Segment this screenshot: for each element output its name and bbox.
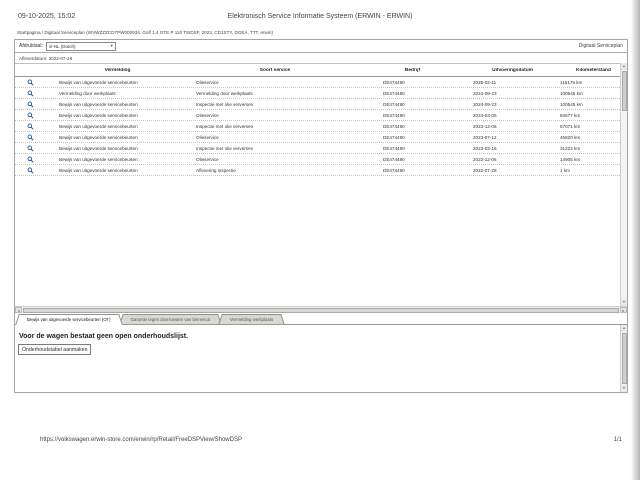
maintenance-panel — [15, 324, 627, 392]
row-soort-service: Aflevering inspectie — [196, 167, 236, 173]
row-uitvoeringsdatum: 2025-02-11 — [473, 79, 497, 85]
magnifier-icon[interactable] — [27, 156, 34, 163]
magnifier-icon[interactable] — [27, 112, 34, 119]
table-row[interactable] — [15, 88, 620, 99]
table-row[interactable] — [15, 121, 620, 132]
column-soort-service: Soort service — [259, 67, 291, 73]
row-uitvoeringsdatum: 2023-12-06 — [473, 123, 497, 129]
row-bedrijf: DE474490 — [383, 101, 405, 107]
breadcrumb: Startpagina / Digitaal Serviceplan (WVWZZZCD7PW000934, Golf 1.4 GTE P 110 TSIDSF, 2023, CD1STY, DGEA, TTT, erwin) — [17, 30, 273, 35]
row-vermelding: Vermelding door werkplaats — [59, 90, 116, 96]
row-uitvoeringsdatum: 2022-07-28 — [473, 167, 497, 173]
delivery-date-label: Afleverdatum: — [19, 56, 48, 61]
service-history-table — [15, 63, 627, 306]
table-vertical-scrollbar[interactable] — [620, 63, 627, 306]
chevron-down-icon: ▾ — [110, 42, 113, 48]
magnifier-icon[interactable] — [27, 167, 34, 174]
row-uitvoeringsdatum: 2024-03-05 — [473, 112, 497, 118]
row-uitvoeringsdatum: 2024-09-23 — [473, 90, 497, 96]
magnifier-icon[interactable] — [27, 123, 34, 130]
row-kilometerstand: 84577 km — [560, 112, 581, 118]
table-row[interactable] — [15, 165, 620, 176]
row-bedrijf: DE474490 — [383, 145, 405, 151]
table-row[interactable] — [15, 110, 620, 121]
row-soort-service: Vermelding door werkplaats — [196, 90, 253, 96]
scroll-down-icon[interactable]: ▼ — [622, 386, 626, 390]
row-vermelding: Bewijs van uitgevoerde servicebeurten — [59, 156, 138, 162]
row-soort-service: Inspectie met olie verversen — [196, 101, 254, 107]
row-vermelding: Bewijs van uitgevoerde servicebeurten — [59, 79, 138, 85]
row-vermelding: Bewijs van uitgevoerde servicebeurten — [59, 123, 138, 129]
scroll-up-icon[interactable]: ▲ — [622, 64, 626, 68]
row-kilometerstand: 31222 km — [560, 145, 581, 151]
row-uitvoeringsdatum: 2023-07-12 — [473, 134, 497, 140]
table-scrollbar-thumb[interactable] — [622, 71, 627, 111]
print-footer-url: https://volkswagen.erwin-store.com/erwin/rp/Retail/FreeDSPView/ShowDSP — [40, 437, 242, 443]
row-bedrijf: DE474490 — [383, 112, 405, 118]
magnifier-icon[interactable] — [27, 145, 34, 152]
panel-title: Digitaal Serviceplan — [578, 43, 623, 49]
row-kilometerstand: 67071 km — [560, 123, 581, 129]
table-row[interactable] — [15, 143, 620, 154]
row-bedrijf: DE474490 — [383, 167, 405, 173]
row-kilometerstand: 115175 km — [560, 79, 583, 85]
row-vermelding: Bewijs van uitgevoerde servicebeurten — [59, 145, 138, 151]
horizontal-scrollbar-thumb[interactable] — [23, 308, 619, 313]
row-kilometerstand: 100545 km — [560, 90, 583, 96]
row-uitvoeringsdatum: 2022-12-06 — [473, 156, 497, 162]
delivery-date-value: 2022-07-28 — [48, 56, 73, 61]
row-soort-service: Inspectie met olie verversen — [196, 145, 254, 151]
table-row[interactable] — [15, 77, 620, 88]
row-kilometerstand: 1 km — [560, 167, 570, 173]
row-uitvoeringsdatum: 2024-09-23 — [473, 101, 497, 107]
magnifier-icon[interactable] — [27, 101, 34, 108]
row-bedrijf: DE474490 — [383, 156, 405, 162]
tab[interactable] — [19, 314, 119, 325]
scan-edge-shadow — [631, 0, 640, 480]
row-soort-service: Inspectie met olie verversen — [196, 123, 254, 129]
magnifier-icon[interactable] — [27, 79, 34, 86]
magnifier-icon[interactable] — [27, 134, 34, 141]
table-rows — [15, 77, 620, 176]
row-kilometerstand: 100545 km — [560, 101, 583, 107]
print-language-label: Afdruktaal: — [19, 43, 43, 49]
panel-vertical-scrollbar[interactable] — [620, 325, 627, 392]
bottom-tabs — [19, 314, 619, 324]
table-horizontal-scrollbar[interactable] — [15, 306, 627, 313]
row-soort-service: Olieservice — [196, 134, 219, 140]
tab-label: Bewijs van uitgevoerde servicebeurten (OT) — [27, 317, 111, 322]
column-bedrijf: Bedrijf — [404, 67, 421, 73]
column-vermelding: Vermelding — [104, 67, 131, 73]
row-soort-service: Olieservice — [196, 79, 219, 85]
print-datetime: 09-10-2025, 15:02 — [18, 13, 76, 20]
row-vermelding: Bewijs van uitgevoerde servicebeurten — [59, 112, 138, 118]
row-kilometerstand: 45820 km — [560, 134, 581, 140]
table-row[interactable] — [15, 99, 620, 110]
scroll-down-icon[interactable]: ▼ — [622, 300, 626, 304]
row-vermelding: Bewijs van uitgevoerde servicebeurten — [59, 101, 138, 107]
no-open-maintenance-message: Voor de wagen bestaat geen open onderhoudslijst. — [19, 333, 189, 340]
row-vermelding: Bewijs van uitgevoerde servicebeurten — [59, 167, 138, 173]
table-row[interactable] — [15, 132, 620, 143]
page-title: Elektronisch Service Informatie Systeem (ERWIN - ERWIN) — [227, 13, 413, 20]
column-uitvoeringsdatum: Uitvoeringsdatum — [492, 67, 533, 73]
row-bedrijf: DE474490 — [383, 79, 405, 85]
row-soort-service: Olieservice — [196, 112, 219, 118]
print-footer-page-number: 1/1 — [613, 437, 622, 443]
magnifier-icon[interactable] — [27, 90, 34, 97]
row-vermelding: Bewijs van uitgevoerde servicebeurten — [59, 134, 138, 140]
print-language-select[interactable] — [46, 42, 116, 51]
toolbar — [15, 40, 627, 53]
serviceplan-frame — [14, 39, 628, 393]
scroll-right-icon[interactable]: ► — [621, 309, 626, 313]
tab-label: Garantie tegen doorroesten van binnenuit — [130, 317, 210, 322]
tab-label: Vermelding werkplaats — [229, 317, 274, 322]
create-maintenance-table-button[interactable]: Onderhoudstabel aanmaken — [18, 344, 91, 355]
row-uitvoeringsdatum: 2023-03-16 — [473, 145, 497, 151]
row-bedrijf: DE474490 — [383, 90, 405, 96]
scroll-left-icon[interactable]: ◄ — [16, 309, 21, 313]
row-bedrijf: DE474490 — [383, 134, 405, 140]
row-soort-service: Olieservice — [196, 156, 219, 162]
column-kilometerstand: Kilometerstand — [576, 67, 611, 73]
panel-scrollbar-thumb[interactable] — [622, 333, 627, 384]
row-kilometerstand: 14905 km — [560, 156, 581, 162]
delivery-date-row — [15, 54, 627, 63]
row-bedrijf: DE474490 — [383, 123, 405, 129]
print-language-value: nl-NL (Dutch) — [48, 43, 76, 49]
table-header-row — [15, 63, 620, 77]
scroll-up-icon[interactable]: ▲ — [622, 326, 626, 330]
table-row[interactable] — [15, 154, 620, 165]
